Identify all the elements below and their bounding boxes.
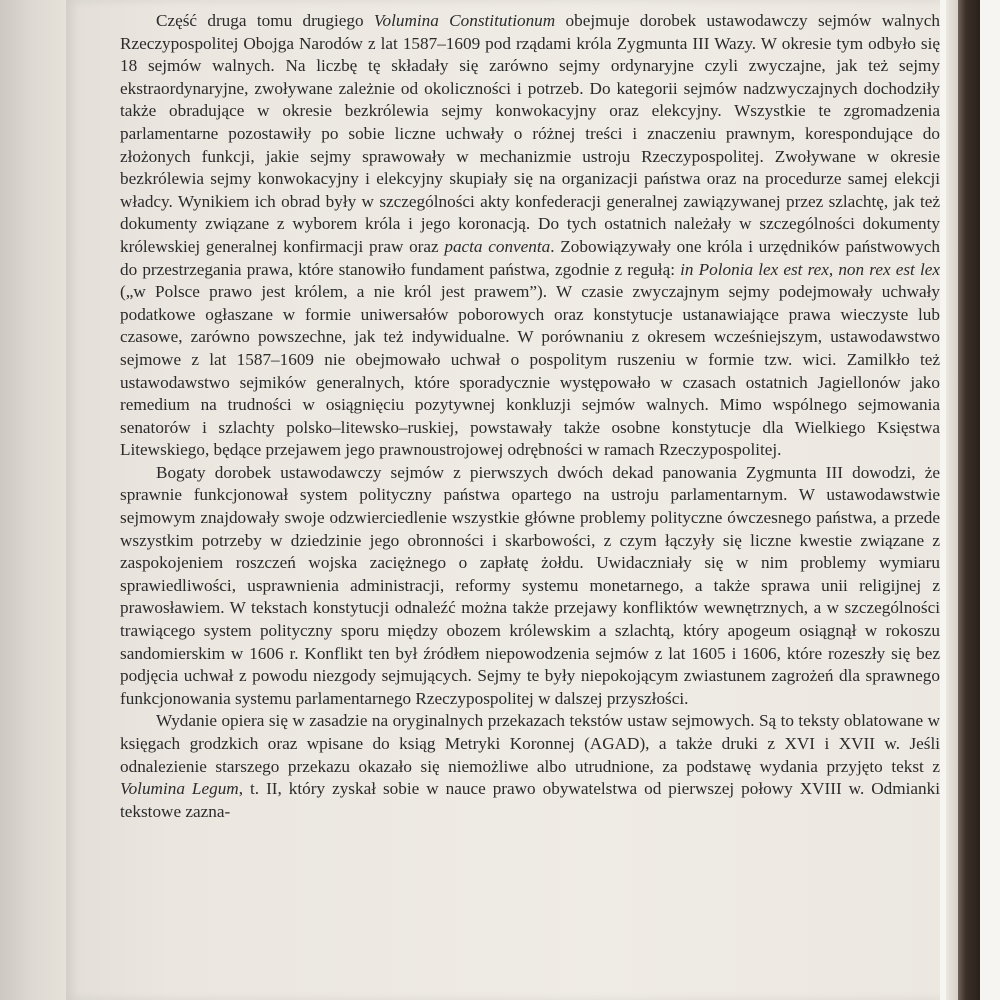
- page-body-text: [120, 10, 940, 823]
- paragraph-2: [120, 462, 940, 711]
- text-segment: Bogaty dorobek ustawodawczy sejmów z pierwszych dwóch dekad panowania Zygmunta III dowodzi, że sprawnie funkcjonował system polityczny państwa opartego na ustroju parlamentarnym. W ustawodawstwie sejmowym znajdowały swoje odzwierciedlenie wszystkie główne problemy polityczne ówczesnego państwa, a przede wszystkim potrzeby w dziedzinie jego obronności i skarbowości, z czym łączyły się liczne kwestie związane z zaspokojeniem roszczeń wojska zaciężnego o zapłatę żołdu. Uwidaczniały się w nim problemy wymiaru sprawiedliwości, usprawnienia administracji, reformy systemu monetarnego, a także sprawa unii religijnej z prawosławiem. W tekstach konstytucji odnaleźć można także przejawy konfliktów wewnętrznych, a w szczególności trawiącego system polityczny sporu między obozem królewskim a szlachtą, który apogeum osiągnął w rokoszu sandomierskim w 1606 r. Konflikt ten był źródłem niepowodzenia sejmów z lat 1605 i 1606, które rozeszły się bez podjęcia uchwał z powodu niezgody sejmujących. Sejmy te były niepokojącym zwiastunem zagrożeń dla sprawnego funkcjonowania systemu parlamentarnego Rzeczypospolitej w dalszej przyszłości.: [120, 462, 940, 708]
- text-segment: . Zobowiązywały one króla i urzędników państwowych do przestrzegania prawa, które stanowiło fundament państwa, zgodnie z regułą:: [120, 236, 940, 279]
- book-cover-edge: [958, 0, 980, 1000]
- binding-shadow: [0, 0, 66, 1000]
- text-segment: Wydanie opiera się w zasadzie na oryginalnych przekazach tekstów ustaw sejmowych. Są to teksty oblatowane w księgach grodzkich oraz wpisane do ksiąg Metryki Koronnej (AGAD), a także druki z XVI i XVII w. Jeśli odnalezienie starszego przekazu okazało się niemożliwe albo utrudnione, za podstawę wydania przyjęto tekst z: [120, 711, 940, 776]
- italic-text-segment: pacta conventa: [444, 236, 551, 256]
- page-fore-edge: [946, 0, 958, 1000]
- text-segment: („w Polsce prawo jest królem, a nie król jest prawem”). W czasie zwyczajnym sejmy podejmowały uchwały podatkowe ogłaszane w formie uniwersałów poborowych oraz konstytucje ustanawiające prawa wieczyste lub czasowe, zarówno powszechne, jak też indywidualne. W porównaniu z okresem wcześniejszym, ustawodawstwo sejmowe z lat 1587–1609 nie obejmowało uchwał o pospolitym ruszeniu w formie tzw. wici. Zamilkło też ustawodawstwo sejmików generalnych, które sporadycznie występowało w czasach ostatnich Jagiellonów jako remedium na trudności w osiągnięciu pozytywnej konkluzji sejmów walnych. Mimo wspólnego sejmowania senatorów i szlachty polsko–litewsko–ruskiej, powstawały także osobne konstytucje dla Wielkiego Księstwa Litewskiego, będące przejawem jego prawnoustrojowej odrębności w ramach Rzeczypospolitej.: [120, 282, 940, 460]
- paragraph-1: [120, 10, 940, 462]
- text-segment: Część druga tomu drugiego: [156, 11, 374, 30]
- italic-text-segment: Volumina Legum: [120, 779, 239, 799]
- text-segment: obejmuje dorobek ustawodawczy sejmów walnych Rzeczypospolitej Obojga Narodów z lat 1587–1609 pod rządami króla Zygmunta III Wazy. W okresie tym odbyło się 18 sejmów walnych. Na liczbę tę składały się zarówno sejmy ordynaryjne czyli zwyczajne, jak też sejmy ekstraordynaryjne, zwoływane zależnie od okoliczności i potrzeb. Do kategorii sejmów nadzwyczajnych dochodziły także obradujące w okresie bezkrólewia sejmy konwokacyjny oraz elekcyjny. Wszystkie te zgromadzenia parlamentarne pozostawiły po sobie liczne uchwały o różnej treści i znaczeniu prawnym, korespondujące do złożonych funkcji, jakie sejmy sprawowały w mechanizmie ustroju Rzeczypospolitej. Zwoływane w okresie bezkrólewia sejmy konwokacyjny i elekcyjny skupiały się na organizacji państwa oraz na procedurze samej elekcji władcy. Wynikiem ich obrad były w szczególności akty konfederacji generalnej zawiązywanej przez szlachtę, jak też dokumenty związane z wyborem króla i jego koronacją. Do tych ostatnich należały w szczególności dokumenty królewskiej generalnej konfirmacji praw oraz: [120, 11, 940, 256]
- book-page: [66, 0, 948, 1000]
- text-segment: , t. II, który zyskał sobie w nauce prawo obywatelstwa od pierwszej połowy XVIII w. Odmianki tekstowe zazna-: [120, 779, 941, 821]
- italic-text-segment: Volumina Constitutionum: [373, 11, 556, 30]
- paragraph-3: [120, 710, 940, 823]
- italic-text-segment: in Polonia lex est rex, non rex est lex: [680, 259, 940, 279]
